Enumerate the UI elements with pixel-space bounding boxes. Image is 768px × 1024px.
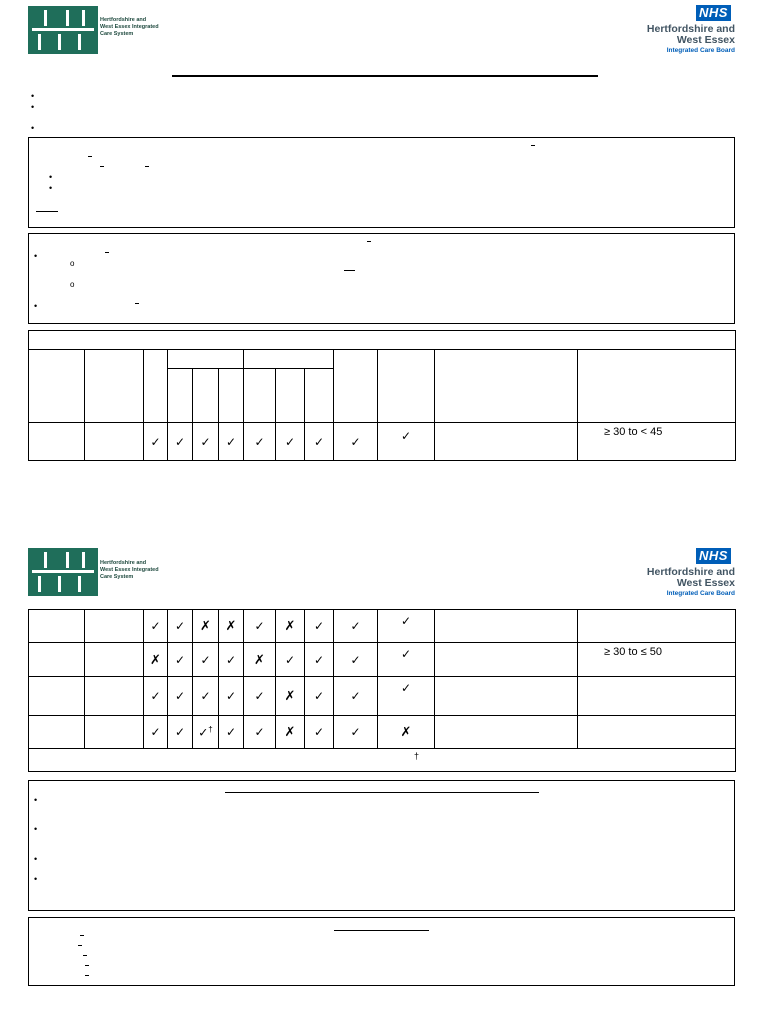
table-title-cell	[29, 331, 736, 350]
info-box-1	[28, 137, 735, 228]
notes-cell	[435, 716, 578, 749]
info-box-3	[28, 780, 735, 911]
mark-cell	[276, 610, 305, 643]
tick-icon: ✓	[400, 681, 412, 695]
ics-name-line: West Essex Integrated	[100, 24, 159, 30]
circle-bullet-icon: o	[70, 259, 75, 268]
header-group-cell	[244, 350, 334, 369]
header-cell	[578, 350, 736, 423]
dash-mark	[105, 252, 109, 253]
mark-cell	[193, 716, 219, 749]
header-cell	[378, 350, 435, 423]
row-label-cell	[85, 423, 144, 461]
ics-name	[100, 17, 180, 38]
mark-cell	[144, 677, 168, 716]
dash-mark	[80, 935, 84, 936]
header-group-cell	[168, 350, 244, 369]
ics-name	[100, 560, 180, 581]
notes-cell	[435, 677, 578, 716]
dash-mark	[100, 166, 104, 167]
mark-cell	[168, 716, 193, 749]
header-cell	[435, 350, 578, 423]
dash-mark	[85, 965, 89, 966]
circle-bullet-icon: o	[70, 280, 75, 289]
subheader-cell	[219, 369, 244, 423]
tick-icon: ✓	[313, 689, 325, 703]
row-label-cell	[29, 610, 85, 643]
egfr-range-cell: ≥ 30 to ≤ 50	[578, 643, 736, 677]
tick-icon: ✓	[200, 689, 211, 703]
bullet-icon: •	[31, 91, 35, 101]
tick-icon: ✓	[225, 652, 237, 667]
bullet-icon: •	[34, 854, 38, 864]
icb-name-line: West Essex	[676, 577, 735, 589]
mark-cell	[276, 643, 305, 677]
dagger-mark: †	[208, 724, 213, 734]
dagger-footnote-mark: †	[414, 751, 420, 761]
bullet-icon: •	[34, 824, 38, 834]
nhs-badge: NHS	[696, 548, 731, 564]
header-cell	[144, 350, 168, 423]
icb-subtitle: Integrated Care Board	[666, 47, 735, 54]
header-cell	[29, 350, 85, 423]
ics-name-line: West Essex Integrated	[100, 567, 159, 573]
mark-cell	[193, 423, 219, 461]
criteria-table-2	[28, 609, 736, 772]
mark-cell	[334, 643, 378, 677]
underline-mark	[344, 270, 355, 271]
bullet-icon: •	[34, 251, 38, 261]
cross-icon: ✗	[284, 618, 296, 633]
tick-icon: ✓	[350, 689, 361, 703]
ics-name-line: Care System	[100, 574, 134, 580]
mark-cell	[219, 643, 244, 677]
mark-cell	[334, 716, 378, 749]
subheader-cell	[276, 369, 305, 423]
dash-mark	[531, 145, 535, 146]
dash-mark	[85, 975, 89, 976]
mark-cell	[334, 677, 378, 716]
table-title-row	[29, 331, 736, 350]
mark-cell	[244, 643, 276, 677]
row-label-cell	[85, 643, 144, 677]
heading-underline	[225, 792, 539, 793]
egfr-range-cell	[578, 677, 736, 716]
mark-cell	[168, 677, 193, 716]
bullet-icon: •	[49, 172, 53, 182]
dash-mark	[135, 303, 139, 304]
cross-icon: ✗	[284, 688, 296, 703]
mark-cell	[144, 643, 168, 677]
subheader-cell	[168, 369, 193, 423]
cross-icon: ✗	[200, 618, 211, 633]
egfr-range-cell: ≥ 30 to < 45	[578, 423, 736, 461]
tick-icon: ✓	[313, 725, 325, 739]
icb-name	[605, 567, 735, 589]
icb-name	[605, 24, 735, 46]
mark-cell	[168, 610, 193, 643]
tick-icon: ✓	[350, 619, 361, 633]
tick-icon: ✓	[400, 614, 412, 628]
row-label-cell	[29, 677, 85, 716]
mark-cell	[144, 423, 168, 461]
egfr-range-cell	[578, 610, 736, 643]
tick-icon: ✓	[254, 434, 265, 449]
bullet-icon: •	[34, 874, 38, 884]
dash-mark	[78, 945, 82, 946]
header-cell	[334, 350, 378, 423]
tick-icon: ✓	[225, 689, 237, 703]
tick-icon: ✓	[254, 725, 265, 739]
cross-icon: ✗	[284, 724, 296, 739]
mark-cell	[193, 677, 219, 716]
table-row	[29, 423, 736, 461]
icb-name-line: Hertfordshire and	[646, 566, 735, 578]
subheader-cell	[244, 369, 276, 423]
mark-cell	[144, 610, 168, 643]
cross-icon: ✗	[254, 651, 265, 667]
dash-mark	[367, 241, 371, 242]
egfr-range-cell	[578, 716, 736, 749]
tick-icon: ✓	[284, 434, 296, 449]
mark-cell	[305, 423, 334, 461]
mark-cell	[244, 677, 276, 716]
criteria-table-1	[28, 330, 736, 461]
mark-cell	[276, 716, 305, 749]
tick-icon: ✓	[174, 619, 186, 633]
mark-cell	[193, 610, 219, 643]
mark-cell	[219, 423, 244, 461]
mark-cell	[144, 716, 168, 749]
mark-cell	[219, 610, 244, 643]
tick-icon: ✓	[150, 689, 161, 703]
icb-name-line: West Essex	[676, 34, 735, 46]
mark-cell	[168, 643, 193, 677]
mark-cell	[305, 610, 334, 643]
tick-icon: ✓	[400, 647, 412, 661]
tick-icon: ✓	[174, 652, 186, 667]
tick-icon: ✓	[284, 652, 296, 667]
dash-mark	[145, 166, 149, 167]
mark-cell	[168, 423, 193, 461]
bullet-icon: •	[34, 795, 38, 805]
notes-cell	[435, 610, 578, 643]
tick-icon: ✓	[225, 725, 237, 739]
tick-icon: ✓	[150, 725, 161, 739]
row-label-cell	[85, 677, 144, 716]
info-box-2	[28, 233, 735, 324]
mark-cell	[244, 716, 276, 749]
tick-icon: ✓	[174, 725, 186, 739]
row-label-cell	[29, 716, 85, 749]
mark-cell	[378, 716, 435, 749]
ics-logo-mark	[28, 6, 98, 54]
cross-icon: ✗	[400, 724, 412, 739]
mark-cell	[378, 643, 435, 677]
table-row	[29, 716, 736, 749]
ics-name-line: Hertfordshire and	[100, 17, 147, 23]
cross-icon: ✗	[225, 618, 237, 633]
bullet-icon: •	[31, 123, 35, 133]
mark-cell	[219, 716, 244, 749]
notes-cell	[435, 423, 578, 461]
tick-icon: ✓	[350, 652, 361, 667]
tick-icon: ✓	[313, 434, 325, 449]
table-row	[29, 677, 736, 716]
header-cell	[85, 350, 144, 423]
subheader-cell	[193, 369, 219, 423]
mark-cell	[244, 610, 276, 643]
tick-icon: ✓	[150, 434, 161, 449]
tick-icon: ✓	[313, 652, 325, 667]
ics-logo-mark	[28, 548, 98, 596]
mark-cell	[305, 643, 334, 677]
tick-icon: ✓	[400, 429, 412, 443]
tick-icon: ✓	[200, 652, 211, 667]
mark-cell	[334, 610, 378, 643]
mark-cell	[244, 423, 276, 461]
mark-cell	[305, 677, 334, 716]
mark-cell	[193, 643, 219, 677]
notes-cell	[435, 643, 578, 677]
nhs-badge: NHS	[696, 5, 731, 21]
footnote-cell	[29, 749, 736, 772]
underline-mark	[36, 211, 58, 212]
tick-icon: ✓	[174, 434, 186, 449]
table-row	[29, 610, 736, 643]
mark-cell	[305, 716, 334, 749]
cross-icon: ✗	[150, 651, 161, 667]
table-header-row	[29, 350, 736, 369]
tick-icon: ✓	[350, 434, 361, 449]
tick-icon: ✓	[254, 689, 265, 703]
mark-cell	[334, 423, 378, 461]
dash-mark	[83, 955, 87, 956]
mark-cell	[219, 677, 244, 716]
icb-subtitle: Integrated Care Board	[666, 590, 735, 597]
row-label-cell	[29, 423, 85, 461]
title-underline	[172, 75, 598, 77]
tick-icon: ✓	[150, 619, 161, 633]
tick-icon: ✓	[200, 434, 211, 449]
dash-mark	[88, 156, 92, 157]
bullet-icon: •	[31, 102, 35, 112]
heading-underline	[334, 930, 429, 931]
tick-icon: ✓	[254, 619, 265, 633]
tick-icon: ✓	[174, 689, 186, 703]
ics-name-line: Hertfordshire and	[100, 560, 147, 566]
row-label-cell	[29, 643, 85, 677]
tick-icon: ✓	[198, 725, 209, 740]
ics-name-line: Care System	[100, 31, 134, 37]
row-label-cell	[85, 610, 144, 643]
tick-icon: ✓	[225, 434, 237, 449]
tick-icon: ✓	[313, 619, 325, 633]
mark-cell	[378, 423, 435, 461]
mark-cell	[276, 423, 305, 461]
mark-cell	[276, 677, 305, 716]
bullet-icon: •	[49, 183, 53, 193]
row-label-cell	[85, 716, 144, 749]
bullet-icon: •	[34, 301, 38, 311]
subheader-cell	[305, 369, 334, 423]
mark-cell	[378, 610, 435, 643]
mark-cell	[378, 677, 435, 716]
tick-icon: ✓	[350, 725, 361, 739]
icb-name-line: Hertfordshire and	[646, 23, 735, 35]
table-row	[29, 643, 736, 677]
info-box-4	[28, 917, 735, 986]
table-footnote-row	[29, 749, 736, 772]
